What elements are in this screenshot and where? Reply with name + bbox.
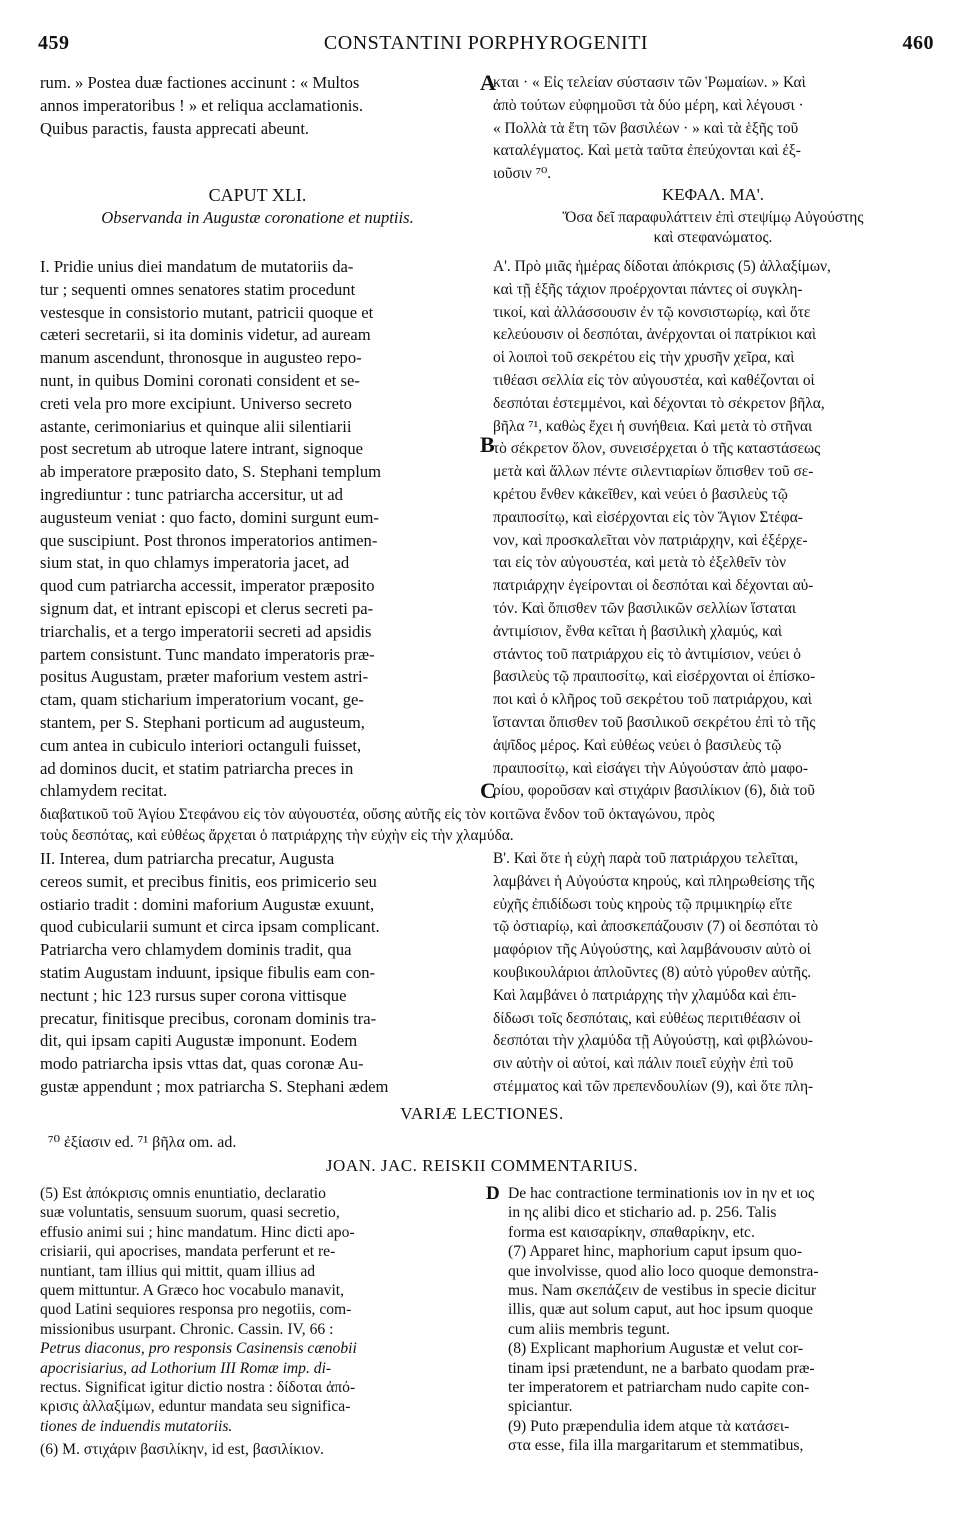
note-line: effusio animi sui ; hinc mandatum. Hinc dicti apo- [40, 1223, 355, 1241]
text-line: Patriarcha vero chlamydem dominis tradit, qua [40, 940, 352, 960]
text-line: πατριάρχην ἐγείρονται οἱ δεσπόται καὶ δέχονται αὐ- [493, 577, 814, 595]
chapter-heading-greek [493, 184, 933, 247]
greek-column-section-1 [493, 256, 933, 803]
text-line: διαβατικοῦ τοῦ Ἁγίου Στεφάνου εἰς τὸν αὐγουστέα, οὔσης αὐτῆς εἰς τὸν κοιτῶνα ἔνδον τοῦ ὀκταγώνου, πρὸς [40, 806, 715, 823]
text-line: τιθέασι σελλία εἰς τὸν αὐγουστέα, καὶ καθέζονται οἱ [493, 371, 815, 389]
text-line: τὸ σέκρετον ὅλον, συνεισέρχεται ὁ τῆς καταστάσεως [493, 440, 821, 458]
text-line: νον, καὶ προσκαλεῖται νὸν πατριάρχην, καὶ ἐξέρχε- [493, 531, 808, 549]
text-line: τῷ ὀστιαρίῳ, καὶ ἀποσκεπάζουσιν (7) οἱ δεσπόται τὸ [493, 918, 819, 936]
text-line: positus Augustam, præter maforium vestem astri- [40, 667, 369, 687]
greek-column-intro [493, 72, 933, 186]
text-line: τόν. Καὶ ὄπισθεν τῶν βασιλικῶν σελλίων ἵσταται [493, 599, 797, 617]
text-line: ποι καὶ ὁ κλῆρος τοῦ σεκρέτου τοῦ πατριάρχου, καὶ [493, 691, 812, 709]
text-line: πραιποσίτῳ, καὶ εἰσέρχονται εἰς τὸν Ἅγιον Στέφα- [493, 508, 803, 526]
commentary-heading: JOAN. JAC. REISKII COMMENTARIUS. [325, 1156, 639, 1175]
page-number-left: 459 [38, 32, 70, 54]
text-line: βασιλεὺς τῷ πραιποσίτῳ, καὶ εἰσέρχονται οἱ ἐπίσκο- [493, 668, 816, 686]
note-line: (8) Explicant maphorium Augustæ et velut cor- [508, 1340, 804, 1358]
text-line: modo patriarcha ipsis vttas dat, quas coronæ Au- [40, 1054, 364, 1074]
text-line: μετὰ καὶ ἄλλων πέντε σιλεντιαρίων ὄπισθεν τοῦ σε- [493, 463, 814, 481]
text-line: gustæ appendunt ; mox patriarcha S. Stephani ædem [40, 1076, 389, 1096]
text-line: ἀψῖδος μέρος. Καὶ εὐθέως νεύει ὁ βασιλεὺς τῷ [493, 736, 782, 754]
text-line: ιοῦσιν ⁷⁰. [493, 165, 552, 183]
note-line: mus. Nam σκεπάζειν de vestibus in specie dicitur [508, 1281, 817, 1299]
text-line: nectunt ; hic 123 rursus super corona vittisque [40, 985, 347, 1005]
chapter-heading-latin [40, 184, 475, 230]
text-line: quod cum patriarcha accessit, imperator præposito [40, 576, 375, 596]
text-line: ἀντιμίσιον, ἔνθα κεῖται ἡ βασιλικὴ χλαμύς, καὶ [493, 622, 782, 640]
text-line: στέμματος καὶ τῶν πρεπενδουλίων (9), καὶ ὅτε πλη- [493, 1077, 814, 1095]
text-line: κελεύουσιν οἱ δεσπόται, ἀνέρχονται οἱ πατρίκιοι καὶ [493, 326, 817, 344]
note-line: στα esse, fila illa margaritarum et stemmatibus, [508, 1437, 804, 1455]
note-line: rectus. Significat igitur dictio nostra : δίδοται ἀπό- [40, 1378, 356, 1396]
text-line: καὶ τῇ ἑξῆς τάχιον προέρχονται πάντες οἱ συγκλη- [493, 280, 803, 298]
text-line: Β'. Καὶ ὅτε ἡ εὐχὴ παρὰ τοῦ πατριάρχου τελεῖται, [493, 850, 799, 867]
text-line: cum antea in cubiculo interiori octanguli fuisset, [40, 735, 362, 755]
margin-mark-a: A [480, 70, 496, 95]
text-line: Α'. Πρὸ μιᾶς ἡμέρας δίδοται ἀπόκρισις (5) ἀλλαξίμων, [493, 258, 831, 275]
text-line: rum. » Postea duæ factiones accinunt : « Multos [40, 73, 360, 92]
note-line: spiciantur. [508, 1398, 573, 1416]
text-line: δεσπόται τὴν χλαμύδα τῇ Αὐγούστῃ, καὶ φιβλώνου- [493, 1032, 813, 1050]
text-line: annos imperatoribus ! » et reliqua acclamationis. [40, 95, 364, 115]
note-line: suæ voluntatis, sensuum suorum, quasi secretio, [40, 1204, 340, 1222]
text-line: δεσπόται ἐστεμμένοι, καὶ δέχονται τὸ σέκρετον βῆλα, [493, 394, 825, 412]
note-line: Petrus diaconus, pro responsis Casinensis cænobii [40, 1340, 357, 1358]
note-line: ter imperatorem et patriarcham nudo capite con- [508, 1378, 810, 1396]
chapter-subtitle: καὶ στεφανώματος. [653, 228, 773, 246]
text-line: nunt, in quibus Domini coronati consident et se- [40, 370, 360, 390]
margin-mark-c: C [480, 778, 496, 803]
text-line: δίδωσι τοῖς δεσπόταις, καὶ εὐθέως περιτιθέασιν οἱ [493, 1009, 801, 1027]
text-line: I. Pridie unius diei mandatum de mutatoriis da- [40, 257, 354, 276]
note-line: forma est καισαρίκην, σπαθαρίκην, etc. [508, 1223, 755, 1241]
text-line: stantem, per S. Stephani porticum ad augusteum, [40, 712, 365, 732]
latin-column-section-1 [40, 256, 475, 803]
text-line: ingrediuntur : tunc patriarcha accersitur, ut ad [40, 484, 343, 504]
text-line: ἵστανται ὄπισθεν τοῦ βασιλικοῦ σεκρέτου ἐπὶ τὸ τῆς [493, 713, 816, 731]
text-line: εὐχῆς ἐπιδίδωσι τοὺς κηροὺς τῷ πριμικηρίῳ εἴτε [493, 895, 793, 913]
text-line: Καὶ λαμβάνει ὁ πατριάρχης τὴν χλαμύδα καὶ ἐπι- [493, 986, 797, 1004]
text-line: τικοί, καὶ ἀλλάσσουσιν ἐν τῷ κονσιστωρίῳ, καὶ ὅτε [493, 303, 811, 321]
text-line: Quibus paractis, fausta apprecati abeunt. [40, 118, 310, 138]
text-line: triarchalis, et a tergo imperatorii secreti ad apsidis [40, 621, 372, 641]
note-line: que involvisse, quod alio loco quoque demonstra- [508, 1262, 819, 1280]
text-line: statim Augustam induunt, ipsique fibulis eam con- [40, 962, 376, 982]
text-line: ab imperatore præposito dato, S. Stephani templum [40, 462, 382, 482]
latin-column-section-2 [40, 848, 475, 1099]
page-number-right: 460 [902, 32, 934, 54]
text-line: πραιποσίτῳ, καὶ εἰσάγει τὴν Αὐγούσταν ἀπὸ μαφο- [493, 759, 808, 777]
note-line: tiones de induendis mutatoriis. [40, 1417, 233, 1435]
note-line: (5) Est ἀπόκρισις omnis enuntiatio, declaratio [40, 1185, 326, 1202]
text-line: βῆλα ⁷¹, καθὼς ἔχει ἡ συνήθεια. Καὶ μετὰ τὸ στῆναι [493, 417, 813, 435]
margin-mark-b: B [480, 432, 495, 457]
chapter-title: CAPUT XLI. [208, 185, 307, 205]
note-line: quem mittuntur. A Græco hoc vocabulo manavit, [40, 1281, 345, 1299]
text-line: dit, qui ipsam capiti Augustæ imponunt. Eodem [40, 1031, 358, 1051]
text-line: astante, cerimoniarius et quinque alii silentiarii [40, 416, 352, 436]
text-line: que suscipiunt. Post thronos imperatorios antimen- [40, 530, 378, 550]
text-line: λαμβάνει ἡ Αὐγούστα κηρούς, καὶ πληρωθείσης τῆς [493, 872, 815, 890]
note-line: tinam ipsi prætendunt, ne a barbato quodam præ- [508, 1359, 815, 1377]
text-line: ad dominos ducit, et statim patriarcha preces in [40, 758, 354, 778]
text-line: ται εἰς τὸν αὐγουστέα, καὶ μετὰ τὸ ἐξελθεῖν τὸν [493, 554, 787, 572]
text-line: κρέτου ἔνθεν κἀκεῖθεν, καὶ νεύει ὁ βασιλεὺς τῷ [493, 485, 788, 503]
note-line: nuntiant, tam illius qui mittit, quam illius ad [40, 1262, 316, 1280]
commentary-right-column [508, 1184, 940, 1455]
text-line: tur ; sequenti omnes senatores statim procedunt [40, 279, 356, 299]
note-line: De hac contractione terminationis ιον in ην et ιος [508, 1185, 815, 1202]
text-line: ostiario tradit : domini maforium Augustæ exuunt, [40, 894, 375, 914]
text-line: σιν αὐτὴν οἱ αὐτοί, καὶ πάλιν ποιεῖ εὐχὴν ἐπὶ τοῦ [493, 1055, 794, 1073]
note-line: (9) Puto præpendulia idem atque τὰ κατάσει- [508, 1417, 790, 1435]
text-line: chlamydem recitat. [40, 781, 168, 801]
note-line: missionibus usurpant. Chronic. Cassin. IV, 66 : [40, 1320, 334, 1338]
latin-column-intro [40, 72, 475, 140]
text-line: creti vela pro more excipiunt. Universo secreto [40, 393, 352, 413]
commentary-left-column [40, 1184, 480, 1459]
text-line: καταλέγματος. Καὶ μετὰ ταῦτα ἐπεύχονται καὶ ἐξ- [493, 142, 801, 160]
text-line: cæteri secretarii, si ita dominis videtur, ad auream [40, 325, 371, 345]
note-line: in ης alibi dico et stichario ad. p. 256. Talis [508, 1204, 777, 1222]
text-line: ρίου, φοροῦσαν καὶ στιχάριν βασιλίκιον (6), διὰ τοῦ [493, 782, 815, 800]
text-line: μαφόριον τῆς Αὐγούστης, καὶ λαμβάνουσιν αὐτὸ οἱ [493, 941, 811, 959]
text-line: ἀπὸ τούτων εὐφημοῦσι τὰ δύο μέρη, καὶ λέγουσι · [493, 96, 804, 114]
note-line: κρισις ἀλλαξίμων, eduntur mandata seu significa- [40, 1398, 351, 1416]
text-line: II. Interea, dum patriarcha precatur, Augusta [40, 849, 335, 868]
text-line: ctam, quam sticharium imperatorium vocant, ge- [40, 690, 364, 710]
note-line: illis, quæ aut solum caput, aut hoc ipsum quoque [508, 1301, 813, 1319]
greek-full-width-lines [40, 804, 935, 846]
text-line: quod cubicularii sumunt et circa ipsam complicant. [40, 917, 380, 937]
variae-lectiones-line: ⁷⁰ ἐξίασιν ed. ⁷¹ βῆλα om. ad. [48, 1134, 237, 1151]
chapter-subtitle: Ὅσα δεῖ παραφυλάττειν ἐπὶ στεψίμῳ Αὐγούστης [562, 208, 864, 226]
text-line: κουβικουλάριοι ἀπλοῦντες (8) αὐτὸ γύροθεν αὐτῆς. [493, 963, 812, 981]
chapter-subtitle: Observanda in Augustæ coronatione et nuptiis. [101, 207, 414, 227]
margin-mark-d: D [486, 1183, 500, 1204]
variae-lectiones-heading: VARIÆ LECTIONES. [400, 1104, 564, 1123]
text-line: cereos sumit, et precibus finitis, eos primicerio seu [40, 871, 377, 891]
text-line: augusteum veniat : quo facto, domini surgunt eum- [40, 507, 379, 527]
text-line: κται · « Εἰς τελείαν σύστασιν τῶν Ῥωμαίων. » Καὶ [493, 74, 806, 91]
text-line: signum dat, et intrant episcopi et clerus secreti pa- [40, 598, 374, 618]
note-line: apocrisiarius, ad Lothorium III Romæ imp. di- [40, 1359, 332, 1377]
text-line: post secretum ab utroque latere intrant, signoque [40, 439, 364, 459]
running-header [38, 32, 934, 58]
chapter-title: ΚΕΦΑΛ. ΜΑ'. [661, 185, 765, 204]
greek-column-section-2 [493, 848, 933, 1099]
text-line: vestesque in consistorio mutant, patricii quoque et [40, 302, 374, 322]
note-line: (6) M. στιχάριν βασιλίκην, id est, βασιλίκιον. [40, 1441, 325, 1459]
text-line: « Πολλὰ τὰ ἔτη τῶν βασιλέων · » καὶ τὰ ἑξῆς τοῦ [493, 119, 799, 137]
text-line: τοὺς δεσπότας, καὶ εὐθέως ἄρχεται ὁ πατριάρχης τὴν εὐχὴν εἰς τὴν χλαμύδα. [40, 827, 514, 844]
running-title: CONSTANTINI PORPHYROGENITI [323, 32, 649, 54]
text-line: στάντος τοῦ πατριάρχου εἰς τὸ ἀντιμίσιον, νεύει ὁ [493, 645, 801, 663]
text-line: οἱ λοιποὶ τοῦ σεκρέτου εἰς τὴν χρυσῆν χεῖρα, καὶ [493, 349, 795, 367]
note-line: cum aliis membris tegunt. [508, 1320, 670, 1338]
note-line: quod Latini sequiores responsa pro negotiis, com- [40, 1301, 352, 1319]
note-line: (7) Apparet hinc, maphorium caput ipsum quo- [508, 1243, 803, 1261]
text-line: manum ascendunt, thronosque in augusteo repo- [40, 348, 362, 368]
note-line: crisiarii, qui apocrises, mandata perferunt et re- [40, 1243, 336, 1261]
text-line: partem consistunt. Tunc mandato imperatoris præ- [40, 644, 375, 664]
text-line: sium stat, in quo chlamys imperatoria jacet, ad [40, 553, 350, 573]
text-line: precatur, finitisque precibus, coronam dominis tra- [40, 1008, 377, 1028]
